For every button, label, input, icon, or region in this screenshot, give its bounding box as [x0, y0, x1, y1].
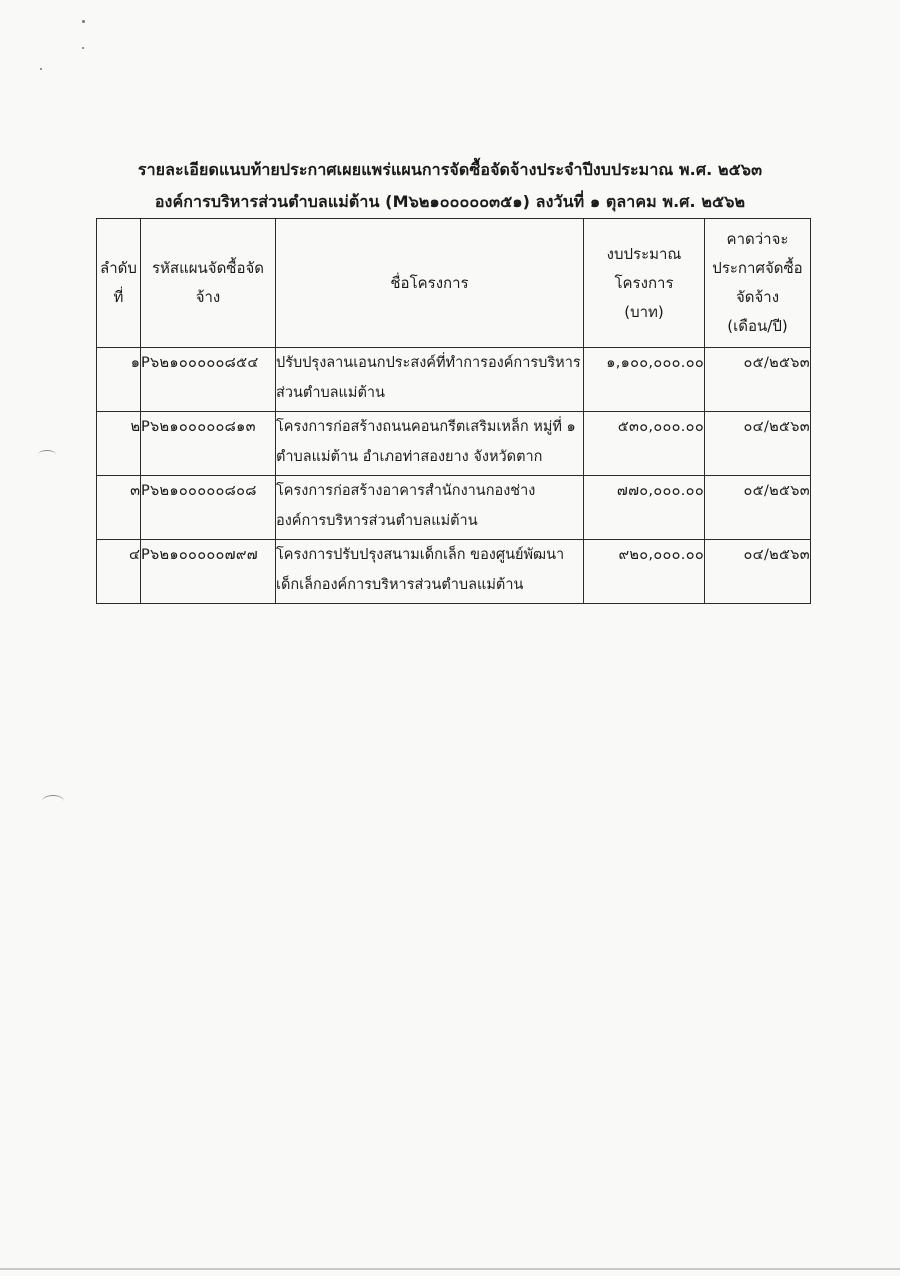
scan-speck	[40, 68, 42, 70]
table-row	[97, 476, 811, 540]
table-row	[97, 412, 811, 476]
row-number: ๒	[97, 412, 141, 476]
table-row	[97, 540, 811, 604]
plan-code: P๖๒๑๐๐๐๐๐๘๐๘	[141, 476, 276, 540]
plan-code: P๖๒๑๐๐๐๐๐๘๕๔	[141, 348, 276, 412]
plan-code: P๖๒๑๐๐๐๐๐๗๙๗	[141, 540, 276, 604]
table-row	[97, 348, 811, 412]
row-number: ๔	[97, 540, 141, 604]
project-budget: ๙๒๐,๐๐๐.๐๐	[584, 540, 705, 604]
document-subtitle: องค์การบริหารส่วนตำบลแม่ต้าน (M๖๒๑๐๐๐๐๐๓๕๑) ลงวันที่ ๑ ตุลาคม พ.ศ. ๒๕๖๒	[154, 192, 746, 211]
header-code: รหัสแผนจัดซื้อจัด จ้าง	[141, 219, 276, 348]
header-name: ชื่อโครงการ	[276, 219, 584, 348]
project-name: ปรับปรุงลานเอนกประสงค์ที่ทำการองค์การบริหารส่วนตำบลแม่ต้าน	[276, 348, 584, 412]
project-name: โครงการปรับปรุงสนามเด็กเล็ก ของศูนย์พัฒนาเด็กเล็กองค์การบริหารส่วนตำบลแม่ต้าน	[276, 540, 584, 604]
header-month: คาดว่าจะ ประกาศจัดซื้อ จัดจ้าง (เดือน/ปี)	[705, 219, 811, 348]
scan-mark	[42, 795, 64, 808]
row-number: ๓	[97, 476, 141, 540]
scan-mark	[38, 450, 56, 459]
project-budget: ๗๗๐,๐๐๐.๐๐	[584, 476, 705, 540]
header-no: ลำดับ ที่	[97, 219, 141, 348]
row-number: ๑	[97, 348, 141, 412]
header-budget: งบประมาณ โครงการ (บาท)	[584, 219, 705, 348]
scan-speck	[82, 20, 85, 23]
scan-speck	[82, 47, 84, 49]
announce-month: ๐๕/๒๕๖๓	[705, 476, 811, 540]
project-name: โครงการก่อสร้างถนนคอนกรีตเสริมเหล็ก หมู่ที่ ๑ ตำบลแม่ต้าน อำเภอท่าสองยาง จังหวัดตาก	[276, 412, 584, 476]
project-budget: ๑,๑๐๐,๐๐๐.๐๐	[584, 348, 705, 412]
announce-month: ๐๔/๒๕๖๓	[705, 540, 811, 604]
project-name: โครงการก่อสร้างอาคารสำนักงานกองช่างองค์การบริหารส่วนตำบลแม่ต้าน	[276, 476, 584, 540]
plan-code: P๖๒๑๐๐๐๐๐๘๑๓	[141, 412, 276, 476]
table-header-row	[97, 219, 811, 348]
announce-month: ๐๔/๒๕๖๓	[705, 412, 811, 476]
announce-month: ๐๕/๒๕๖๓	[705, 348, 811, 412]
procurement-plan-table	[96, 218, 811, 604]
project-budget: ๕๓๐,๐๐๐.๐๐	[584, 412, 705, 476]
scan-edge-line	[0, 1268, 900, 1270]
document-title: รายละเอียดแนบท้ายประกาศเผยแพร่แผนการจัดซื้อจัดจ้างประจำปีงบประมาณ พ.ศ. ๒๕๖๓	[137, 160, 763, 179]
